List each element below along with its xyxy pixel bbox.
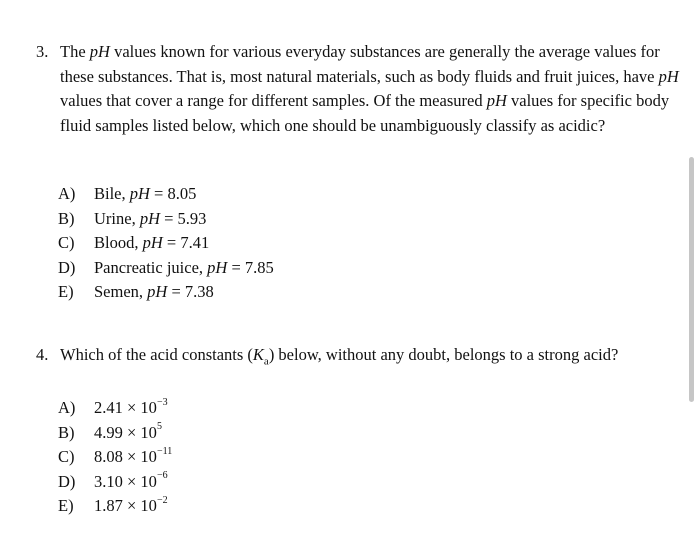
question-4 <box>36 343 686 368</box>
option-text: Bile, pH = 8.05 <box>94 184 197 203</box>
option-letter: E) <box>58 282 74 302</box>
option-letter: E) <box>58 496 74 516</box>
answer-option <box>58 182 274 207</box>
option-text: Urine, pH = 5.93 <box>94 208 207 228</box>
question-4-options <box>58 396 172 519</box>
option-text: $4.99 \times 10^5$ <box>94 421 162 442</box>
option-text: $1.87 \times 10^{-2}$ <box>94 494 168 516</box>
option-letter: D) <box>58 257 76 277</box>
answer-option <box>58 280 274 305</box>
answer-option <box>58 207 274 232</box>
answer-option <box>58 494 172 519</box>
question-text: The pH values known for various everyday substances are generally the average values for these substances. That is, most natural materials, such as body fluids and fruit juices, have pH values that cover a range for different samples. Of the measured pH values for specific body fluid samples listed below, which one should be unambiguously classify as acidic? <box>60 42 679 135</box>
question-3-options <box>58 182 274 305</box>
answer-option <box>58 396 172 421</box>
option-text: $3.10 \times 10^{-6}$ <box>94 470 168 491</box>
option-letter: C) <box>58 233 75 253</box>
question-number: 3. <box>36 42 49 61</box>
answer-option <box>58 445 172 470</box>
question-3 <box>36 40 686 138</box>
question-text: Which of the acid constants $(K_a)$ below, without any doubt, belongs to a strong acid? <box>60 345 619 368</box>
option-text: Pancreatic juice, pH = 7.85 <box>94 257 274 277</box>
option-text: Blood, pH = 7.41 <box>94 233 210 253</box>
option-letter: B) <box>58 208 75 228</box>
option-text: $8.08 \times 10^{-11}$ <box>94 445 173 467</box>
answer-option <box>58 421 172 446</box>
answer-option <box>58 231 274 256</box>
option-text: $2.41 \times 10^{-3}$ <box>94 396 168 417</box>
answer-option <box>58 470 172 495</box>
option-letter: D) <box>58 471 76 491</box>
vertical-scrollbar[interactable] <box>689 157 694 402</box>
option-letter: A) <box>58 398 76 417</box>
option-letter: A) <box>58 184 76 203</box>
option-letter: C) <box>58 447 75 467</box>
answer-option <box>58 256 274 281</box>
option-text: Semen, pH = 7.38 <box>94 282 214 302</box>
question-number: 4. <box>36 345 49 364</box>
option-letter: B) <box>58 422 75 442</box>
